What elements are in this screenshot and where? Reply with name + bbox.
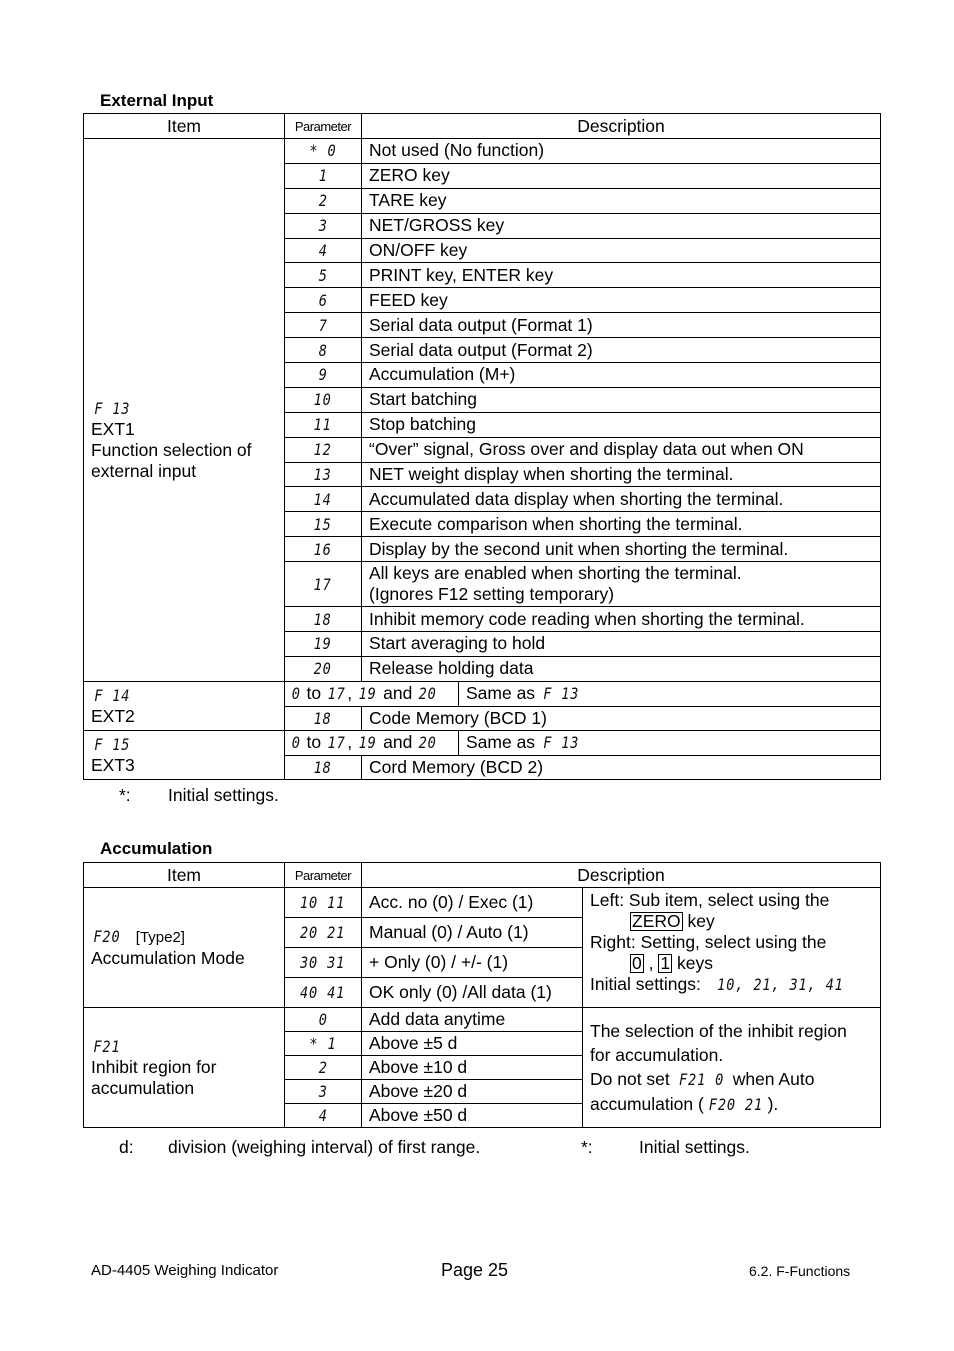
description-cell: Release holding data	[362, 656, 881, 681]
f13-name: EXT1	[91, 418, 135, 439]
header-description: Description	[362, 114, 881, 139]
description-cell: Start batching	[362, 387, 881, 412]
param-cell: 11	[285, 412, 362, 437]
param-cell: 20 21	[285, 918, 362, 948]
param-cell: 2	[285, 1056, 362, 1080]
table-header-row	[84, 863, 881, 888]
description-cell: Add data anytime	[362, 1008, 583, 1032]
item-f14	[84, 681, 285, 730]
table-row	[84, 1008, 881, 1032]
footnote-star-text: Initial settings.	[639, 1137, 750, 1157]
description-cell: Stop batching	[362, 412, 881, 437]
zero-digit-key-label: 0	[632, 953, 642, 973]
f21-name-1: Inhibit region for	[91, 1057, 217, 1077]
f21-code: F21	[93, 1037, 121, 1056]
description-cell: NET weight display when shorting the terminal.	[362, 462, 881, 487]
f13-desc-2: external input	[91, 460, 197, 481]
description-cell: Cord Memory (BCD 2)	[362, 755, 881, 779]
param-cell: 3	[285, 213, 362, 238]
description-cell: Above ±20 d	[362, 1080, 583, 1104]
param-cell: 1	[285, 163, 362, 188]
f14-name: EXT2	[91, 705, 135, 726]
param-cell: 4	[285, 1104, 362, 1128]
param-cell: * 0	[285, 139, 362, 164]
param-cell: 3	[285, 1080, 362, 1104]
section-title-external-input: External Input	[100, 91, 214, 110]
f20-name: Accumulation Mode	[91, 948, 245, 968]
description-cell: Acc. no (0) / Exec (1)	[362, 888, 583, 918]
description-cell: + Only (0) / +/- (1)	[362, 948, 583, 978]
param-cell: 14	[285, 487, 362, 512]
description-cell: Manual (0) / Auto (1)	[362, 918, 583, 948]
param-cell: 10	[285, 387, 362, 412]
description-cell: Not used (No function)	[362, 139, 881, 164]
header-parameter: Parameter	[285, 114, 362, 139]
item-f21	[84, 1008, 285, 1128]
param-cell: 18	[285, 607, 362, 632]
accumulation-table	[83, 862, 881, 1128]
footnote-d-mark: d:	[119, 1137, 134, 1157]
note-mark: *:	[119, 785, 131, 805]
param-cell: 7	[285, 313, 362, 338]
header-parameter: Parameter	[285, 863, 362, 888]
f15-name: EXT3	[91, 754, 135, 775]
param-cell: 18	[285, 755, 362, 779]
param-cell: * 1	[285, 1032, 362, 1056]
param-cell: 17	[285, 562, 362, 607]
table-row	[84, 730, 881, 755]
param-cell: 19	[285, 632, 362, 657]
description-cell: All keys are enabled when shorting the terminal. (Ignores F12 setting temporary)	[362, 562, 881, 607]
f15-code: F 15	[94, 734, 131, 754]
param-cell: 6	[285, 288, 362, 313]
description-cell: ZERO key	[362, 163, 881, 188]
table-header-row	[84, 114, 881, 139]
f14-range: 0 to 17, 19 and 20	[285, 681, 459, 706]
param-cell: 4	[285, 238, 362, 263]
header-item: Item	[84, 863, 285, 888]
item-f20	[84, 888, 285, 1008]
description-cell: OK only (0) /All data (1)	[362, 978, 583, 1008]
description-cell: Serial data output (Format 2)	[362, 338, 881, 363]
footer-left: AD-4405 Weighing Indicator	[91, 1262, 279, 1279]
zero-key-label: ZERO	[632, 911, 681, 931]
footnote-d-text: division (weighing interval) of first range.	[168, 1137, 481, 1157]
param-cell: 13	[285, 462, 362, 487]
f21-name-2: accumulation	[91, 1078, 195, 1098]
header-description: Description	[362, 863, 881, 888]
f13-desc-1: Function selection of	[91, 439, 252, 460]
param-cell: 40 41	[285, 978, 362, 1008]
param-cell: 12	[285, 437, 362, 462]
description-cell: Code Memory (BCD 1)	[362, 706, 881, 730]
note-text: Initial settings.	[168, 785, 279, 805]
description-cell: Above ±10 d	[362, 1056, 583, 1080]
description-cell: NET/GROSS key	[362, 213, 881, 238]
description-cell: Accumulation (M+)	[362, 363, 881, 388]
param-cell: 30 31	[285, 948, 362, 978]
section-title-accumulation: Accumulation	[100, 839, 213, 858]
description-cell: Start averaging to hold	[362, 632, 881, 657]
description-cell: Execute comparison when shorting the terminal.	[362, 512, 881, 537]
param-cell: 2	[285, 188, 362, 213]
item-f15	[84, 730, 285, 779]
description-cell: Above ±50 d	[362, 1104, 583, 1128]
f15-same-as: Same as F 13	[459, 730, 881, 755]
param-cell: 10 11	[285, 888, 362, 918]
param-cell: 20	[285, 656, 362, 681]
param-cell: 8	[285, 338, 362, 363]
table-row	[84, 681, 881, 706]
param-cell: 9	[285, 363, 362, 388]
table-row	[84, 888, 881, 918]
f13-code: F 13	[94, 398, 131, 418]
footnote-star-mark: *:	[581, 1137, 593, 1157]
description-cell: Display by the second unit when shorting the terminal.	[362, 537, 881, 562]
description-cell: ON/OFF key	[362, 238, 881, 263]
param-cell: 0	[285, 1008, 362, 1032]
footer-right: 6.2. F-Functions	[749, 1263, 851, 1279]
description-cell: FEED key	[362, 288, 881, 313]
one-digit-key-label: 1	[660, 953, 671, 973]
f15-range: 0 to 17, 19 and 20	[285, 730, 459, 755]
external-input-table	[83, 113, 881, 780]
param-cell: 16	[285, 537, 362, 562]
description-cell: PRINT key, ENTER key	[362, 263, 881, 288]
table-row	[84, 139, 881, 164]
param-cell: 15	[285, 512, 362, 537]
header-item: Item	[84, 114, 285, 139]
f20-code: F20	[93, 927, 121, 946]
f20-type: [Type2]	[135, 929, 185, 946]
f14-code: F 14	[94, 685, 131, 705]
description-cell: Inhibit memory code reading when shorting the terminal.	[362, 607, 881, 632]
description-cell: Serial data output (Format 1)	[362, 313, 881, 338]
param-cell: 5	[285, 263, 362, 288]
param-cell: 18	[285, 706, 362, 730]
description-cell: “Over” signal, Gross over and display data out when ON	[362, 437, 881, 462]
description-cell: Above ±5 d	[362, 1032, 583, 1056]
f14-same-as: Same as F 13	[459, 681, 881, 706]
page-number: Page 25	[441, 1260, 509, 1280]
description-cell: TARE key	[362, 188, 881, 213]
f20-note: Left: Sub item, select using the ZERO key Right: Setting, select using the 0 , 1 keys Initial settings: 10, 21, 31, 41	[583, 888, 881, 1008]
item-f13	[84, 139, 285, 682]
description-cell: Accumulated data display when shorting the terminal.	[362, 487, 881, 512]
f21-note: The selection of the inhibit region for accumulation. Do not set F21 0 when Auto accumulation ( F20 21 ).	[583, 1008, 881, 1128]
